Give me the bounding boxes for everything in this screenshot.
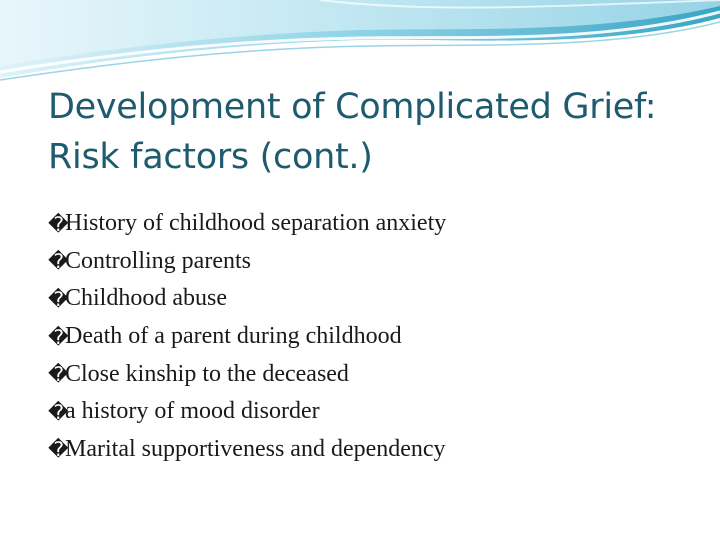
list-item-text: Marital supportiveness and dependency <box>65 435 446 462</box>
list-item-text: Close kinship to the deceased <box>65 360 349 387</box>
bullet-icon: � <box>48 399 69 424</box>
risk-factor-list <box>48 205 708 468</box>
header-wave-decoration <box>0 0 720 90</box>
slide-title-line-2: Risk factors (cont.) <box>48 137 373 177</box>
list-item-text: a history of mood disorder <box>65 398 320 425</box>
bullet-icon: � <box>48 211 69 236</box>
slide-title-line-1: Development of Complicated Grief: <box>48 87 657 127</box>
bullet-icon: � <box>48 362 69 387</box>
list-item <box>48 355 708 393</box>
slide-title <box>48 82 708 182</box>
list-item-text: Death of a parent during childhood <box>65 323 402 350</box>
bullet-icon: � <box>48 286 69 311</box>
list-item-text: Controlling parents <box>65 247 251 274</box>
list-item <box>48 393 708 431</box>
list-item <box>48 280 708 318</box>
bullet-icon: � <box>48 324 69 349</box>
list-item <box>48 318 708 356</box>
list-item-text: Childhood abuse <box>65 285 227 312</box>
bullet-icon: � <box>48 249 69 274</box>
list-item-text: History of childhood separation anxiety <box>65 210 447 237</box>
list-item <box>48 431 708 469</box>
list-item <box>48 205 708 243</box>
bullet-icon: � <box>48 437 69 462</box>
list-item <box>48 243 708 281</box>
